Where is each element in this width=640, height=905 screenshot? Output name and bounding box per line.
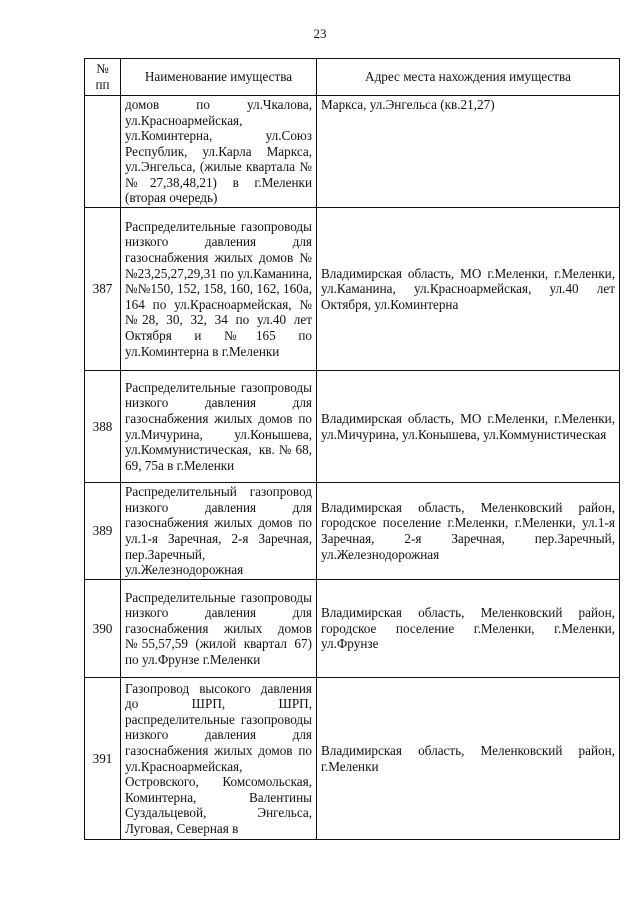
table-row [85, 208, 620, 371]
row-property-address: Владимирская область, МО г.Меленки, г.Меленки, ул.Каманина, ул.Красноармейская, ул.40 лет Октября, ул.Коминтерна [317, 208, 620, 371]
row-number: 389 [85, 483, 121, 580]
header-property-address: Адрес места нахождения имущества [317, 59, 620, 96]
table-row [85, 580, 620, 678]
row-property-address: Владимирская область, Меленковский район, городское поселение г.Меленки, г.Меленки, ул.1-я Заречная, 2-я Заречная, пер.Заречный, ул.Железнодорожная [317, 483, 620, 580]
row-property-address: Маркса, ул.Энгельса (кв.21,27) [317, 96, 620, 208]
page-number: 23 [313, 26, 327, 41]
row-property-name: домов по ул.Чкалова, ул.Красноармейская, ул.Коминтерна, ул.Союз Республик, ул.Карла Маркса, ул.Энгельса, (жилые квартала №№27,38,48,21) в г.Меленки (вторая очередь) [121, 96, 317, 208]
table-row [85, 483, 620, 580]
property-registry-table [84, 58, 620, 840]
row-number: 387 [85, 208, 121, 371]
row-property-name: Распределительные газопроводы низкого давления для газоснабжения жилых домов №№23,25,27,29,31 по ул.Каманина, №№150, 152, 158, 160, 162, 160а, 164 по ул.Красноармейская, №№28, 30, 32, 34 по ул.40 лет Октября и №165 по ул.Коминтерна в г.Меленки [121, 208, 317, 371]
row-property-name: Распределительный газопровод низкого давления для газоснабжения жилых домов по ул.1-я Заречная, 2-я Заречная, пер.Заречный, ул.Железнодорожная [121, 483, 317, 580]
row-number: 388 [85, 371, 121, 483]
table-row [85, 96, 620, 208]
row-property-address: Владимирская область, МО г.Меленки, г.Меленки, ул.Мичурина, ул.Конышева, ул.Коммунистическая [317, 371, 620, 483]
table-header-row [85, 59, 620, 96]
row-number: 391 [85, 678, 121, 840]
row-property-address: Владимирская область, Меленковский район, городское поселение г.Меленки, г.Меленки, ул.Фрунзе [317, 580, 620, 678]
row-property-address: Владимирская область, Меленковский район, г.Меленки [317, 678, 620, 840]
table-row [85, 678, 620, 840]
row-property-name: Распределительные газопроводы низкого давления для газоснабжения жилых домов №55,57,59 (жилой квартал 67) по ул.Фрунзе г.Меленки [121, 580, 317, 678]
table-row [85, 371, 620, 483]
row-number: 390 [85, 580, 121, 678]
row-property-name: Газопровод высокого давления до ШРП, ШРП, распределительные газопроводы низкого давления для газоснабжения жилых домов по ул.Красноармейская, Островского, Комсомольская, Коминтерна, Валентины Суздальцевой, Энгельса, Луговая, Северная в [121, 678, 317, 840]
row-number [85, 96, 121, 208]
header-property-name: Наименование имущества [121, 59, 317, 96]
header-number: № пп [85, 59, 121, 96]
row-property-name: Распределительные газопроводы низкого давления для газоснабжения жилых домов по ул.Мичурина, ул.Конышева, ул.Коммунистическая, кв.№68, 69, 75а в г.Меленки [121, 371, 317, 483]
